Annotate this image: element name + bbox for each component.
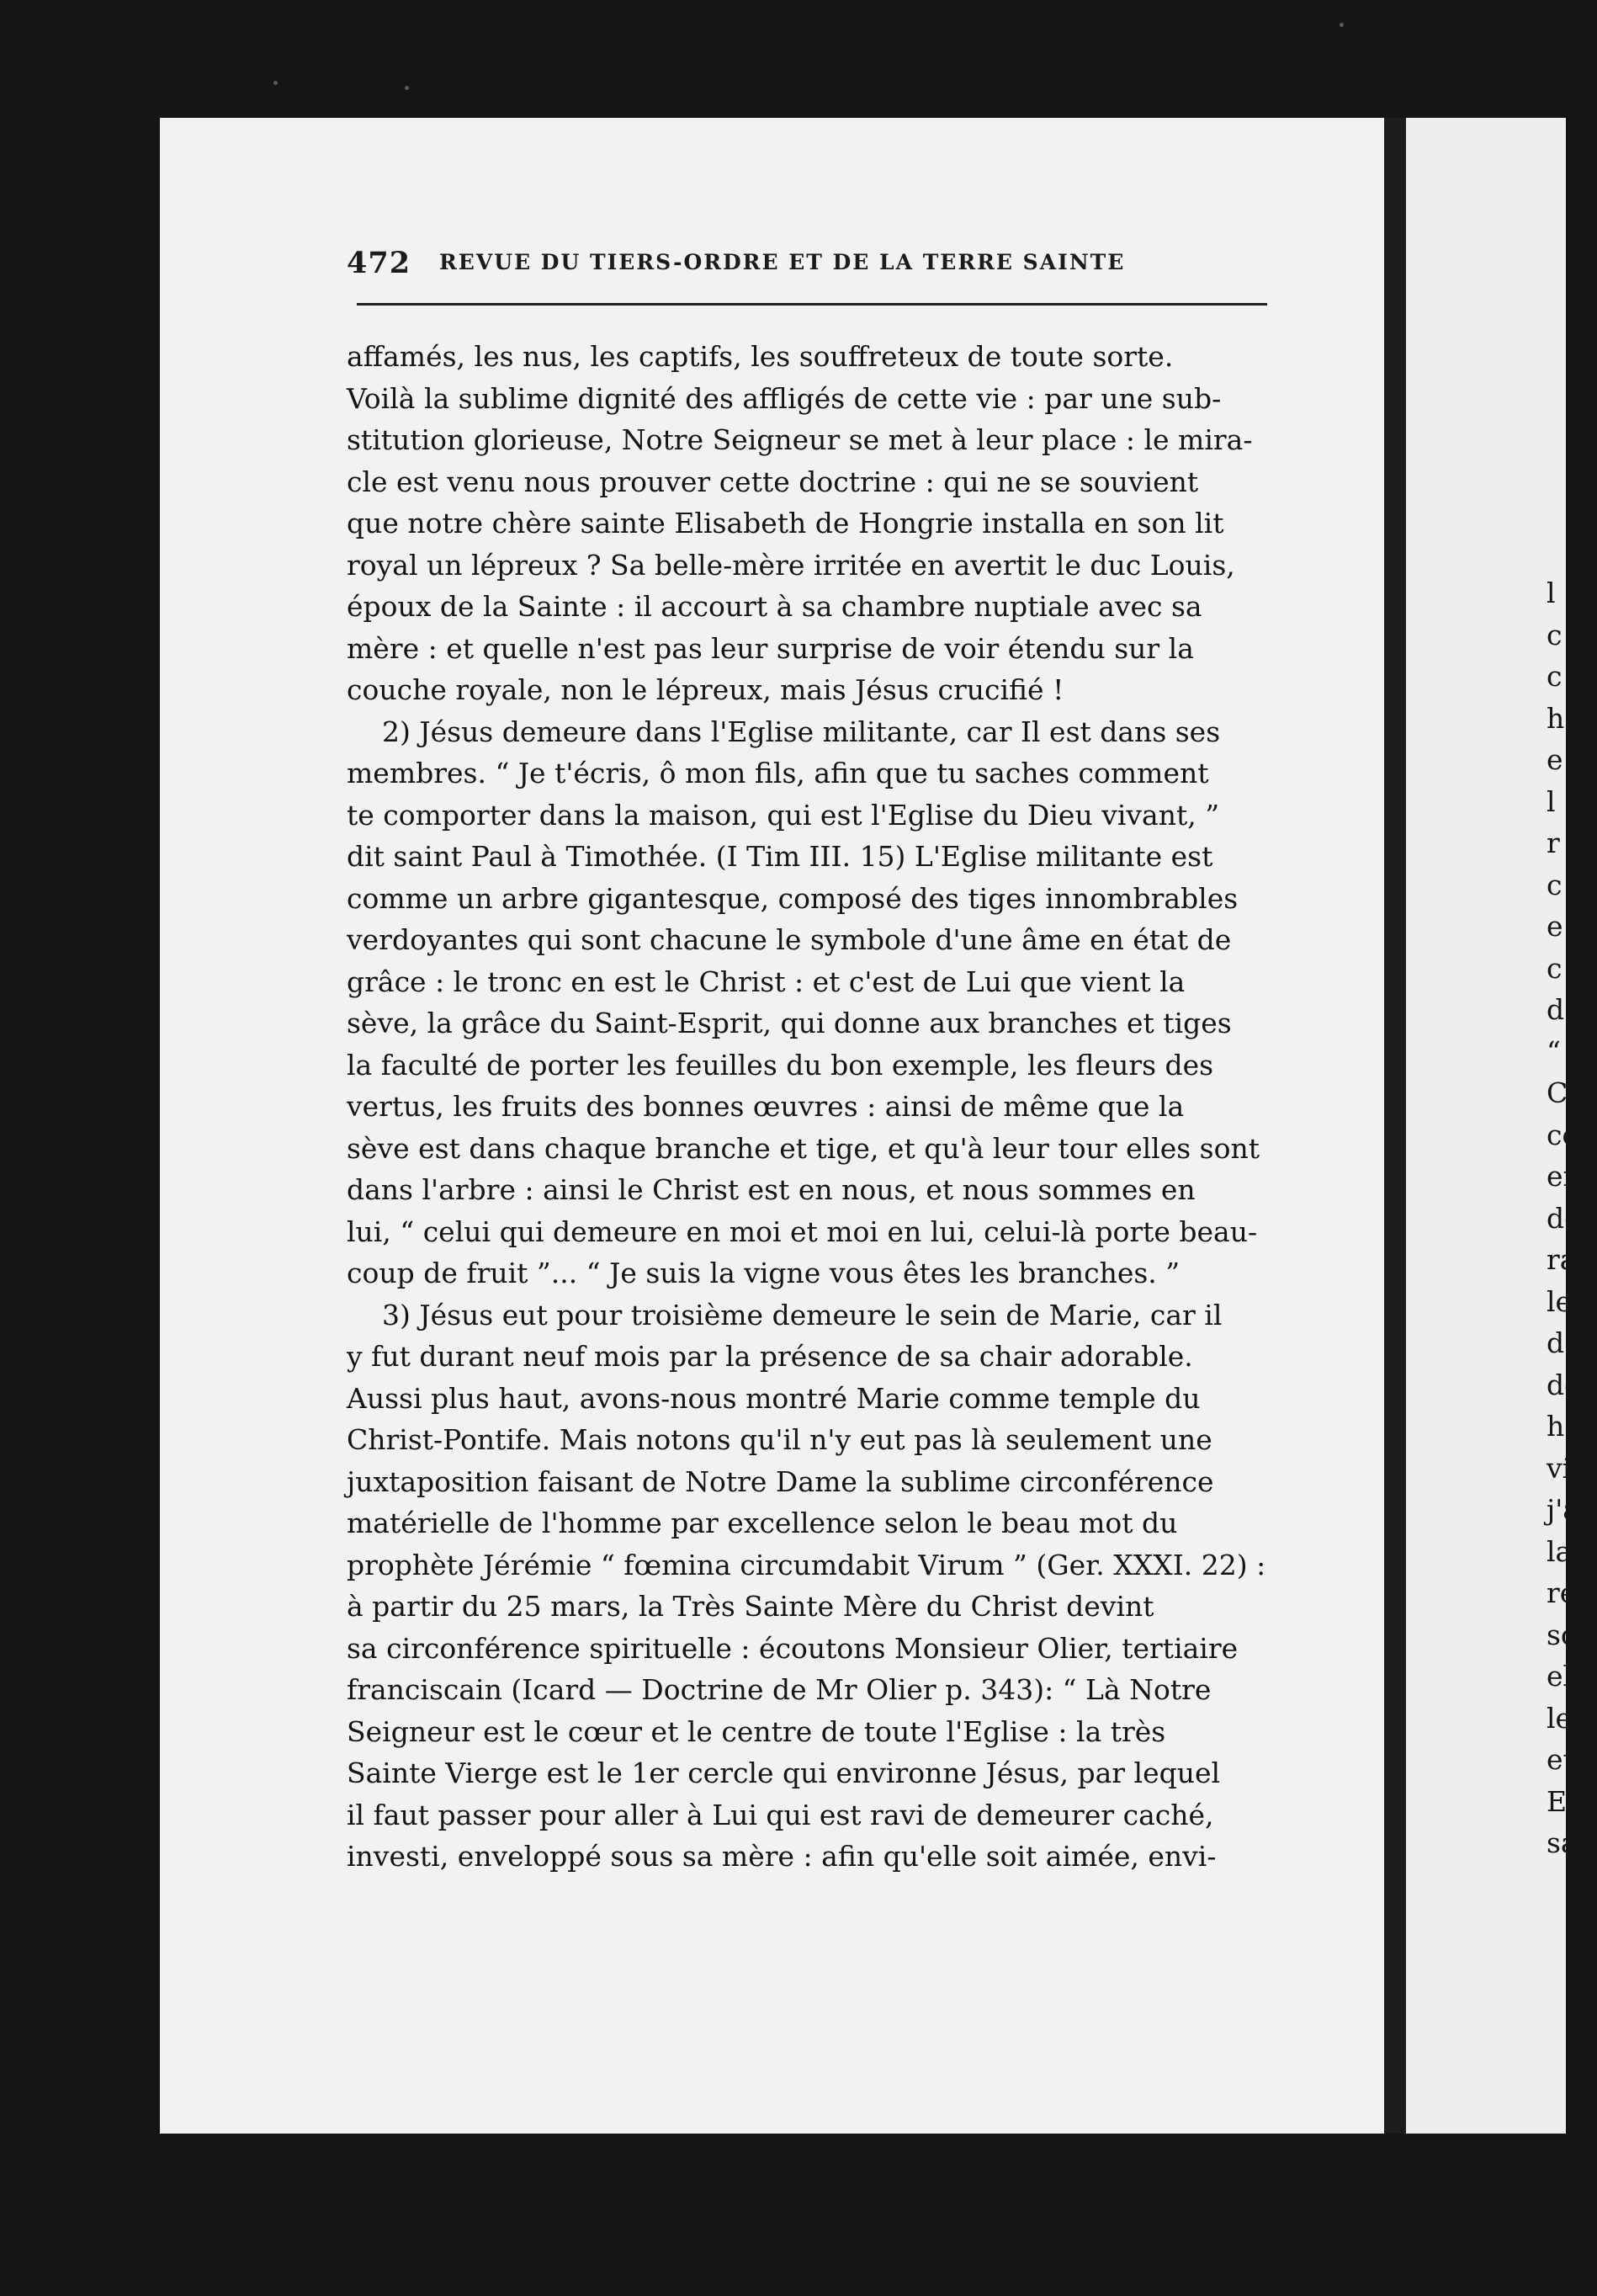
dust-speck: [405, 86, 409, 90]
text-line-35: Sainte Vierge est le 1er cercle qui environne Jésus, par lequel: [347, 1757, 1221, 1789]
facing-letter: C: [1547, 1076, 1568, 1109]
facing-letter: l: [1547, 577, 1556, 609]
text-line-12: te comporter dans la maison, qui est l'Eglise du Dieu vivant, ”: [347, 798, 1220, 832]
facing-letter: Ecr: [1547, 1784, 1596, 1818]
text-line-11: membres. “ Je t'écris, ô mon fils, afin que tu saches comment: [347, 757, 1209, 789]
facing-letter: la: [1547, 1534, 1573, 1568]
facing-letter: cc: [1547, 1118, 1578, 1151]
text-line-30: prophète Jérémie “ fœmina circumdabit Virum ” (Ger. XXXI. 22) :: [347, 1548, 1266, 1581]
text-line-20: sève est dans chaque branche et tige, et qu'à leur tour elles sont: [347, 1131, 1260, 1165]
text-line-14: comme un arbre gigantesque, composé des tiges innombrables: [347, 881, 1239, 915]
page-number: 472: [347, 246, 411, 280]
text-line-32: sa circonférence spirituelle : écoutons Monsieur Olier, tertiaire: [347, 1631, 1239, 1665]
text-line-5: que notre chère sainte Elisabeth de Hongrie installa en son lit: [347, 507, 1224, 539]
text-line-18: la faculté de porter les feuilles du bon exemple, les fleurs des: [347, 1048, 1214, 1082]
facing-letter: elle: [1547, 1660, 1597, 1693]
text-line-10: 2) Jésus demeure dans l'Eglise militante, car Il est dans ses: [382, 715, 1221, 748]
text-line-22: lui, “ celui qui demeure en moi et moi en lui, celui-là porte beau-: [347, 1214, 1258, 1248]
text-line-3: stitution glorieuse, Notre Seigneur se met à leur place : le mira-: [347, 423, 1253, 456]
text-line-13: dit saint Paul à Timothée. (I Tim III. 15) L'Eglise militante est: [347, 840, 1213, 873]
page-header: [347, 246, 1266, 288]
facing-letter: r: [1547, 826, 1560, 859]
text-line-34: Seigneur est le cœur et le centre de toute l'Eglise : la très: [347, 1714, 1166, 1748]
facing-letter: c: [1547, 618, 1563, 651]
facing-letter: c: [1547, 951, 1563, 985]
text-line-31: à partir du 25 mars, la Très Sainte Mère du Christ devint: [347, 1590, 1154, 1623]
text-line-1: affamés, les nus, les captifs, les souffreteux de toute sorte.: [347, 340, 1174, 373]
facing-letter: de: [1547, 1368, 1581, 1401]
text-line-29: matérielle de l'homme par excellence selon le beau mot du: [347, 1507, 1178, 1539]
text-line-26: Aussi plus haut, avons-nous montré Marie comme temple du: [347, 1381, 1201, 1415]
page-text: [347, 336, 1276, 1878]
text-line-36: il faut passer pour aller à Lui qui est ravi de demeurer caché,: [347, 1798, 1214, 1831]
facing-letter: d: [1547, 993, 1565, 1026]
text-line-17: sève, la grâce du Saint-Esprit, qui donne aux branches et tiges: [347, 1007, 1232, 1039]
facing-letter: et: [1547, 1743, 1574, 1776]
text-line-9: couche royale, non le lépreux, mais Jésus crucifié !: [347, 673, 1064, 706]
text-line-6: royal un lépreux ? Sa belle-mère irritée en avertit le duc Louis,: [347, 548, 1235, 582]
facing-letter: l: [1547, 784, 1556, 818]
facing-letter: le: [1547, 1701, 1573, 1735]
facing-letter: vi: [1547, 1451, 1572, 1485]
text-line-15: verdoyantes qui sont chacune le symbole d'une âme en état de: [347, 923, 1232, 956]
book-gutter-shadow: [1384, 118, 1406, 2134]
text-line-4: cle est venu nous prouver cette doctrine : qui ne se souvient: [347, 465, 1199, 498]
facing-letter: ha: [1547, 1410, 1581, 1443]
text-line-27: Christ-Pontife. Mais notons qu'il n'y eut pas là seulement une: [347, 1423, 1212, 1456]
facing-page: [1406, 118, 1566, 2134]
facing-letter: le: [1547, 1284, 1573, 1318]
facing-letter: de: [1547, 1201, 1581, 1235]
facing-letter: “: [1547, 1034, 1561, 1068]
text-line-7: époux de la Sainte : il accourt à sa chambre nuptiale avec sa: [347, 590, 1202, 623]
facing-letter: h: [1547, 701, 1565, 735]
text-line-37: investi, enveloppé sous sa mère : afin qu'elle soit aimée, envi-: [347, 1840, 1217, 1873]
facing-letter: sou: [1547, 1618, 1596, 1651]
facing-letter: e: [1547, 743, 1563, 776]
facing-letter: c: [1547, 660, 1563, 693]
text-line-33: franciscain (Icard — Doctrine de Mr Olier p. 343): “ Là Notre: [347, 1673, 1212, 1706]
facing-letter: res: [1547, 1576, 1591, 1609]
text-line-2: Voilà la sublime dignité des affligés de cette vie : par une sub-: [347, 381, 1222, 415]
header-rule: [357, 303, 1267, 306]
text-line-23: coup de fruit ”... “ Je suis la vigne vous êtes les branches. ”: [347, 1257, 1181, 1289]
facing-letter: d': [1547, 1326, 1573, 1359]
facing-letter: er: [1547, 1160, 1577, 1193]
facing-letter: sa: [1547, 1826, 1578, 1859]
text-line-16: grâce : le tronc en est le Christ : et c'est de Lui que vient la: [347, 965, 1186, 998]
facing-letter: ra: [1547, 1243, 1577, 1276]
dust-speck: [1340, 23, 1344, 27]
text-line-28: juxtaposition faisant de Notre Dame la sublime circonférence: [347, 1464, 1214, 1498]
text-line-19: vertus, les fruits des bonnes œuvres : ainsi de même que la: [347, 1090, 1185, 1123]
facing-page-text: [1547, 572, 1597, 1864]
dust-speck: [273, 81, 278, 85]
text-line-24: 3) Jésus eut pour troisième demeure le sein de Marie, car il: [382, 1298, 1223, 1331]
facing-letter: e: [1547, 910, 1563, 943]
text-line-25: y fut durant neuf mois par la présence de sa chair adorable.: [347, 1340, 1193, 1373]
facing-letter: c: [1547, 868, 1563, 901]
running-head: REVUE DU TIERS-ORDRE ET DE LA TERRE SAINTE: [439, 250, 1126, 274]
facing-letter: j'a: [1547, 1493, 1579, 1526]
text-line-21: dans l'arbre : ainsi le Christ est en nous, et nous sommes en: [347, 1173, 1196, 1206]
text-line-8: mère : et quelle n'est pas leur surprise de voir étendu sur la: [347, 631, 1194, 665]
